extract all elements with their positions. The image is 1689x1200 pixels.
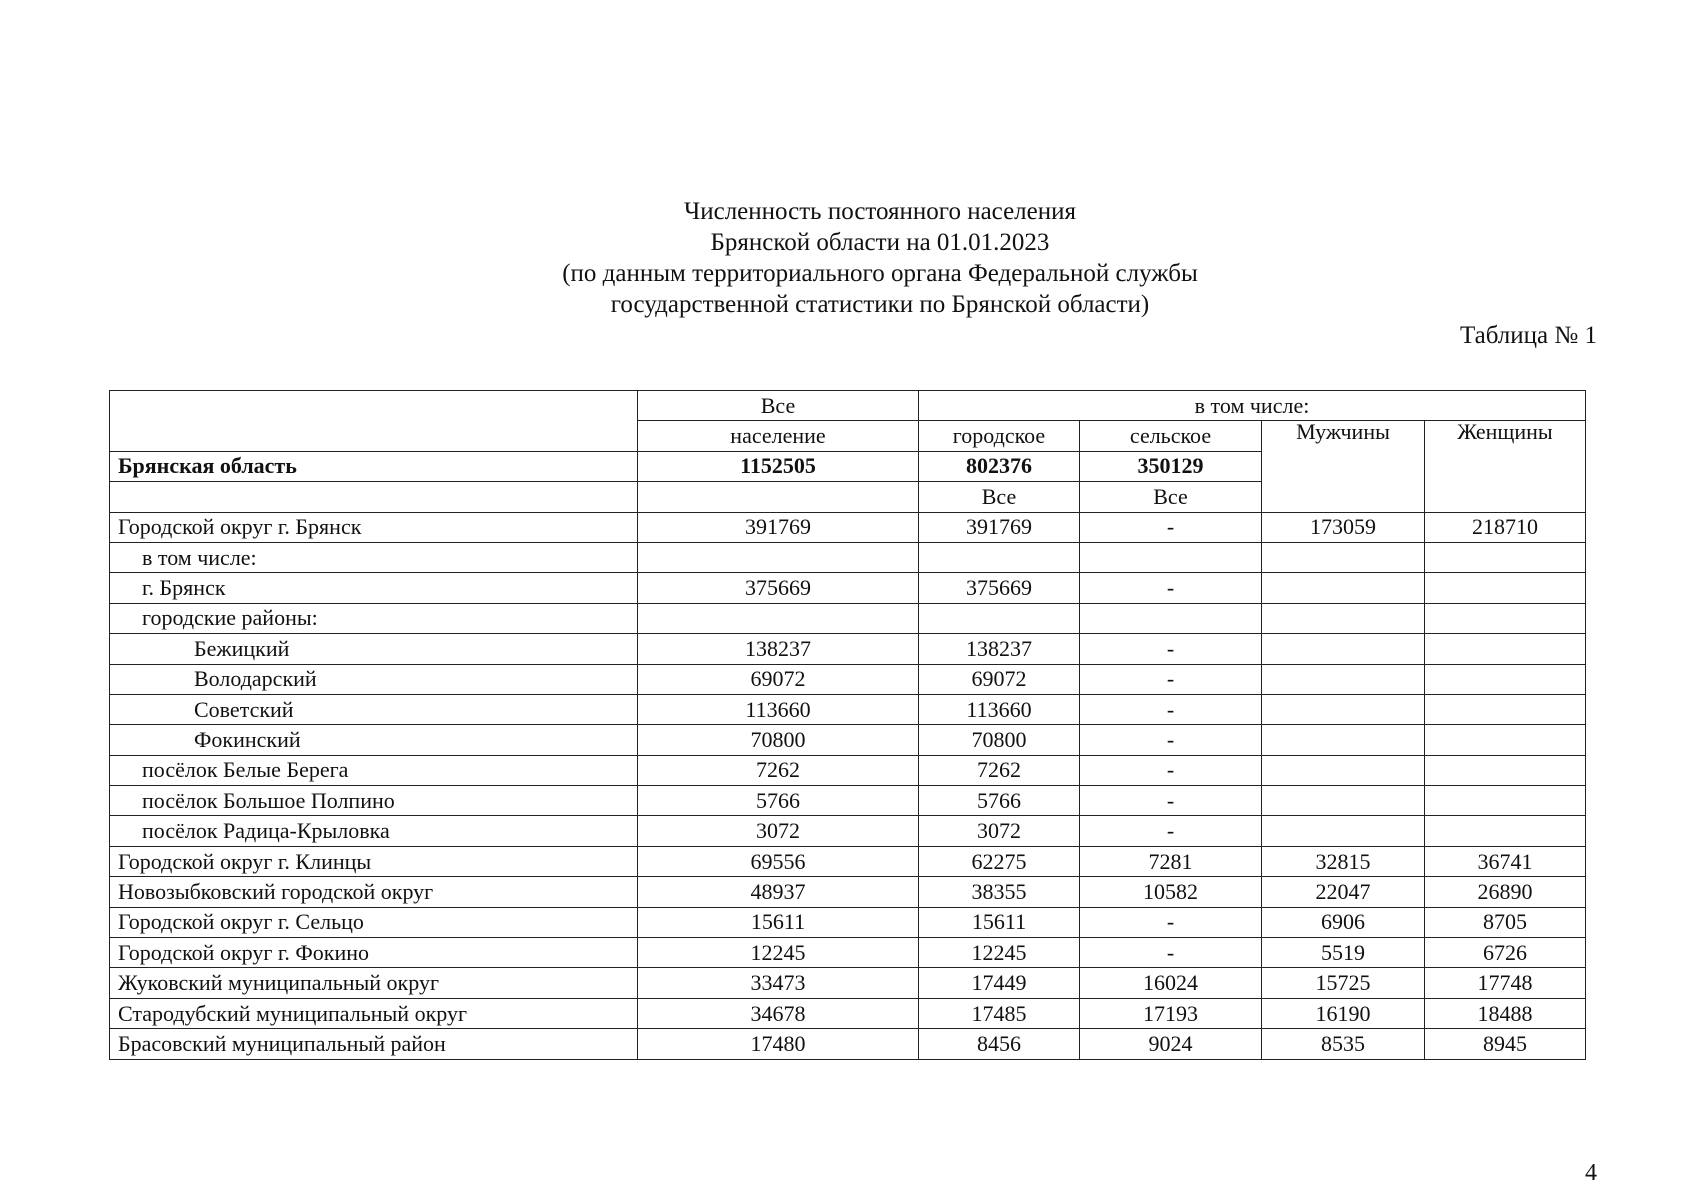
cell-total: 5766 bbox=[638, 786, 919, 816]
region-name: Брянская область bbox=[110, 451, 638, 481]
title-line-4: государственной статистики по Брянской области) bbox=[610, 291, 1150, 318]
table-row bbox=[110, 938, 1586, 968]
cell-men: 6906 bbox=[1262, 907, 1425, 937]
region-rural: 350129 bbox=[1080, 451, 1262, 481]
population-table bbox=[109, 390, 1586, 1060]
header-blank bbox=[110, 391, 638, 452]
cell-name: Брасовский муниципальный район bbox=[110, 1029, 638, 1059]
cell-total: 17480 bbox=[638, 1029, 919, 1059]
region-urban: 802376 bbox=[919, 451, 1080, 481]
cell-men bbox=[1262, 755, 1425, 785]
cell-name: Жуковский муниципальный округ bbox=[110, 968, 638, 998]
cell-name: Городской округ г. Сельцо bbox=[110, 907, 638, 937]
cell-rural: 10582 bbox=[1080, 877, 1262, 907]
header-vse-urban: Все bbox=[919, 482, 1080, 512]
cell-urban: 17449 bbox=[919, 968, 1080, 998]
cell-urban: 375669 bbox=[919, 573, 1080, 603]
title-line-1: Численность постоянного населения bbox=[683, 198, 1076, 225]
cell-urban: 8456 bbox=[919, 1029, 1080, 1059]
cell-rural: - bbox=[1080, 938, 1262, 968]
header-vse: Все bbox=[638, 391, 919, 421]
cell-total: 48937 bbox=[638, 877, 919, 907]
cell-urban: 69072 bbox=[919, 664, 1080, 694]
header-vse-rural: Все bbox=[1080, 482, 1262, 512]
header-gorodskoe: городское bbox=[919, 421, 1080, 451]
cell-rural: - bbox=[1080, 907, 1262, 937]
cell-rural: 9024 bbox=[1080, 1029, 1262, 1059]
cell-total: 3072 bbox=[638, 816, 919, 846]
cell-men bbox=[1262, 542, 1425, 572]
cell-men: 8535 bbox=[1262, 1029, 1425, 1059]
cell-women: 36741 bbox=[1425, 846, 1586, 876]
cell-name: Бежицкий bbox=[110, 634, 638, 664]
cell-total: 138237 bbox=[638, 634, 919, 664]
cell-women bbox=[1425, 542, 1586, 572]
cell-name: Фокинский bbox=[110, 725, 638, 755]
cell-rural: - bbox=[1080, 512, 1262, 542]
table-label: Таблица № 1 bbox=[1459, 322, 1597, 349]
table-row bbox=[110, 694, 1586, 724]
header-naselenie: население bbox=[638, 421, 919, 451]
cell-total: 15611 bbox=[638, 907, 919, 937]
cell-urban: 62275 bbox=[919, 846, 1080, 876]
header-row-1 bbox=[110, 391, 1586, 421]
cell-men: 32815 bbox=[1262, 846, 1425, 876]
cell-total: 375669 bbox=[638, 573, 919, 603]
cell-rural: - bbox=[1080, 725, 1262, 755]
table-row bbox=[110, 755, 1586, 785]
cell-name: посёлок Белые Берега bbox=[110, 755, 638, 785]
header-muzhchiny: Мужчины bbox=[1262, 421, 1425, 512]
cell-name: в том числе: bbox=[110, 542, 638, 572]
cell-rural: - bbox=[1080, 573, 1262, 603]
region-total: 1152505 bbox=[638, 451, 919, 481]
cell-urban: 12245 bbox=[919, 938, 1080, 968]
cell-women: 8945 bbox=[1425, 1029, 1586, 1059]
cell-name: Стародубский муниципальный округ bbox=[110, 998, 638, 1028]
cell-name: городские районы: bbox=[110, 603, 638, 633]
cell-women: 6726 bbox=[1425, 938, 1586, 968]
header-zhenshchiny: Женщины bbox=[1425, 421, 1586, 512]
cell-name: Городской округ г. Фокино bbox=[110, 938, 638, 968]
document-title bbox=[0, 196, 1689, 320]
cell-women bbox=[1425, 755, 1586, 785]
cell-women: 218710 bbox=[1425, 512, 1586, 542]
cell-total: 70800 bbox=[638, 725, 919, 755]
cell-name: Городской округ г. Брянск bbox=[110, 512, 638, 542]
cell-name: г. Брянск bbox=[110, 573, 638, 603]
cell-rural: - bbox=[1080, 755, 1262, 785]
cell-total: 7262 bbox=[638, 755, 919, 785]
table-row bbox=[110, 1029, 1586, 1059]
cell-urban: 391769 bbox=[919, 512, 1080, 542]
table-row bbox=[110, 512, 1586, 542]
cell-name: Володарский bbox=[110, 664, 638, 694]
cell-urban: 17485 bbox=[919, 998, 1080, 1028]
cell-urban: 3072 bbox=[919, 816, 1080, 846]
cell-urban: 38355 bbox=[919, 877, 1080, 907]
cell-urban: 15611 bbox=[919, 907, 1080, 937]
cell-men bbox=[1262, 694, 1425, 724]
cell-women bbox=[1425, 603, 1586, 633]
cell-total: 12245 bbox=[638, 938, 919, 968]
cell-name: Советский bbox=[110, 694, 638, 724]
table-row bbox=[110, 725, 1586, 755]
cell-urban: 5766 bbox=[919, 786, 1080, 816]
table-row bbox=[110, 664, 1586, 694]
cell-total: 69072 bbox=[638, 664, 919, 694]
cell-women bbox=[1425, 786, 1586, 816]
cell-men: 5519 bbox=[1262, 938, 1425, 968]
cell-name: посёлок Большое Полпино bbox=[110, 786, 638, 816]
cell-total bbox=[638, 603, 919, 633]
header-v-tom-chisle: в том числе: bbox=[919, 391, 1586, 421]
table-row bbox=[110, 634, 1586, 664]
cell-urban: 138237 bbox=[919, 634, 1080, 664]
cell-rural: - bbox=[1080, 634, 1262, 664]
cell-women bbox=[1425, 634, 1586, 664]
cell-women bbox=[1425, 694, 1586, 724]
cell-women: 18488 bbox=[1425, 998, 1586, 1028]
cell-women: 26890 bbox=[1425, 877, 1586, 907]
cell-total: 34678 bbox=[638, 998, 919, 1028]
header-vse-blank-2 bbox=[638, 482, 919, 512]
cell-name: Городской округ г. Клинцы bbox=[110, 846, 638, 876]
cell-men bbox=[1262, 725, 1425, 755]
cell-men bbox=[1262, 816, 1425, 846]
cell-men: 173059 bbox=[1262, 512, 1425, 542]
table-row bbox=[110, 877, 1586, 907]
cell-men: 15725 bbox=[1262, 968, 1425, 998]
cell-rural: 7281 bbox=[1080, 846, 1262, 876]
cell-rural: 17193 bbox=[1080, 998, 1262, 1028]
cell-urban: 113660 bbox=[919, 694, 1080, 724]
header-selskoe: сельское bbox=[1080, 421, 1262, 451]
title-line-2: Брянской области на 01.01.2023 bbox=[710, 229, 1050, 256]
cell-men bbox=[1262, 603, 1425, 633]
table-row bbox=[110, 603, 1586, 633]
title-line-3: (по данным территориального органа Федеральной службы bbox=[562, 260, 1198, 287]
cell-men bbox=[1262, 634, 1425, 664]
cell-rural bbox=[1080, 542, 1262, 572]
cell-rural: 16024 bbox=[1080, 968, 1262, 998]
cell-rural: - bbox=[1080, 664, 1262, 694]
cell-women: 17748 bbox=[1425, 968, 1586, 998]
cell-total bbox=[638, 542, 919, 572]
cell-rural: - bbox=[1080, 816, 1262, 846]
cell-men bbox=[1262, 664, 1425, 694]
table-row bbox=[110, 846, 1586, 876]
cell-men bbox=[1262, 573, 1425, 603]
page-number: 4 bbox=[1585, 1160, 1597, 1186]
cell-urban bbox=[919, 603, 1080, 633]
cell-men: 16190 bbox=[1262, 998, 1425, 1028]
table-row bbox=[110, 907, 1586, 937]
cell-women bbox=[1425, 816, 1586, 846]
table-row bbox=[110, 968, 1586, 998]
cell-total: 391769 bbox=[638, 512, 919, 542]
table-row bbox=[110, 816, 1586, 846]
cell-men: 22047 bbox=[1262, 877, 1425, 907]
header-vse-blank-1 bbox=[110, 482, 638, 512]
cell-women: 8705 bbox=[1425, 907, 1586, 937]
cell-rural bbox=[1080, 603, 1262, 633]
table-row bbox=[110, 786, 1586, 816]
cell-name: Новозыбковский городской округ bbox=[110, 877, 638, 907]
table-row bbox=[110, 573, 1586, 603]
cell-women bbox=[1425, 664, 1586, 694]
cell-rural: - bbox=[1080, 694, 1262, 724]
cell-urban: 70800 bbox=[919, 725, 1080, 755]
cell-total: 69556 bbox=[638, 846, 919, 876]
cell-women bbox=[1425, 725, 1586, 755]
cell-urban bbox=[919, 542, 1080, 572]
table-row bbox=[110, 542, 1586, 572]
cell-total: 113660 bbox=[638, 694, 919, 724]
table-row bbox=[110, 998, 1586, 1028]
cell-name: посёлок Радица-Крыловка bbox=[110, 816, 638, 846]
cell-total: 33473 bbox=[638, 968, 919, 998]
cell-men bbox=[1262, 786, 1425, 816]
cell-rural: - bbox=[1080, 786, 1262, 816]
cell-urban: 7262 bbox=[919, 755, 1080, 785]
cell-women bbox=[1425, 573, 1586, 603]
